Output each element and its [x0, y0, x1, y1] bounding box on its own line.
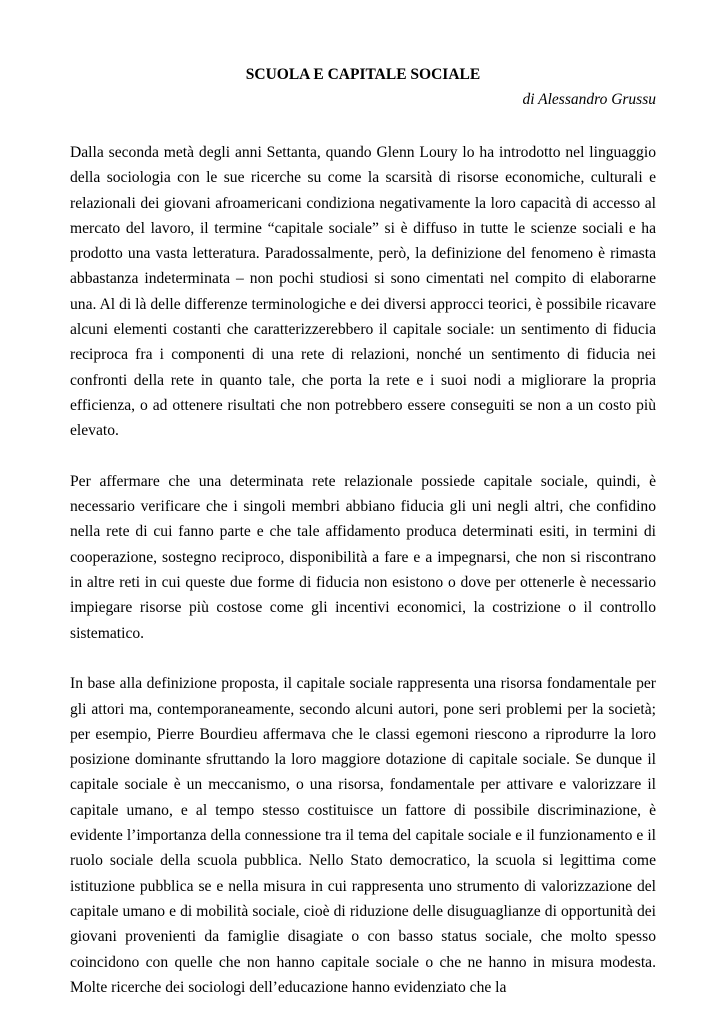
- document-title: SCUOLA E CAPITALE SOCIALE: [245, 66, 481, 83]
- paragraph-3: In base alla definizione proposta, il capitale sociale rappresenta una risorsa fondamentale per gli attori ma, contemporaneamente, secondo alcuni autori, pone seri problemi per la società; per esempio, Pierre Bourdieu affermava che le classi egemoni riescono a riprodurre la loro posizione dominante sfruttando la loro maggiore dotazione di capitale sociale. Se dunque il capitale sociale è un meccanismo, o una risorsa, fondamentale per attivare e valorizzare il capitale umano, e al tempo stesso costituisce un fattore di possibile discriminazione, è evidente l’importanza della connessione tra il tema del capitale sociale e il funzionamento e il ruolo sociale della scuola pubblica. Nello Stato democratico, la scuola si legittima come istituzione pubblica se e nella misura in cui rappresenta uno strumento di valorizzazione del capitale umano e di mobilità sociale, cioè di riduzione delle disuguaglianze di opportunità dei giovani provenienti da famiglie disagiate o con basso status sociale, che molto spesso coincidono con quelle che non hanno capitale sociale o che ne hanno in misura modesta. Molte ricerche dei sociologi dell’educazione hanno evidenziato che la: [70, 675, 656, 996]
- document-author: di Alessandro Grussu: [522, 91, 656, 108]
- paragraph-2: Per affermare che una determinata rete relazionale possiede capitale sociale, quindi, è necessario verificare che i singoli membri abbiano fiducia gli uni negli altri, che confidino nella rete di cui fanno parte e che tale affidamento produca determinati esiti, in termini di cooperazione, sostegno reciproco, disponibilità a fare e a impegnarsi, che non si riscontrano in altre reti in cui queste due forme di fiducia non esistono o dove per ottenerle è necessario impiegare risorse più costose come gli incentivi economici, la costrizione o il controllo sistematico.: [70, 472, 656, 642]
- paragraph-1: Dalla seconda metà degli anni Settanta, quando Glenn Loury lo ha introdotto nel linguaggio della sociologia con le sue ricerche su come la scarsità di risorse economiche, culturali e relazionali dei giovani afroamericani condiziona negativamente la loro capacità di accesso al mercato del lavoro, il termine “capitale sociale” si è diffuso in tutte le scienze sociali e ha prodotto una vasta letteratura. Paradossalmente, però, la definizione del fenomeno è rimasta abbastanza indeterminata – non pochi studiosi si sono cimentati nel compito di elaborarne una. Al di là delle differenze terminologiche e dei diversi approcci teorici, è possibile ricavare alcuni elementi costanti che caratterizzerebbero il capitale sociale: un sentimento di fiducia reciproca fra i componenti di una rete di relazioni, nonché un sentimento di fiducia nei confronti della rete in quanto tale, che porta la rete e i suoi nodi a migliorare la propria efficienza, o ad ottenere risultati che non potrebbero essere conseguiti se non a un costo più elevato.: [70, 144, 656, 440]
- document-page: [70, 66, 656, 1000]
